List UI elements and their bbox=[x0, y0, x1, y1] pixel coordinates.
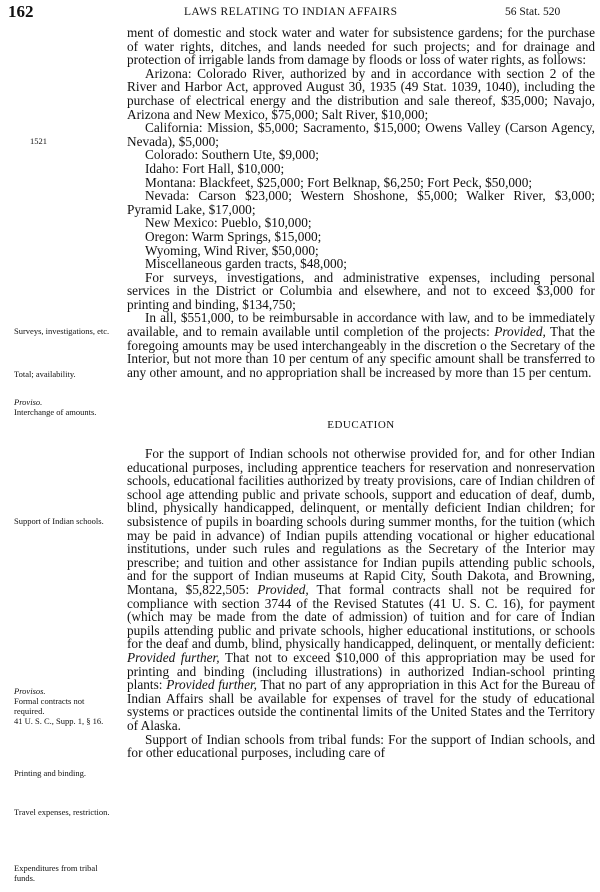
education-heading: EDUCATION bbox=[327, 419, 395, 432]
paragraph-oregon: Oregon: Warm Springs, $15,000; bbox=[145, 228, 322, 244]
education-text-d: That no part of any appropriation in this Act for the Bureau of Indian Affairs shall be available for expenses of travel for the study of educational systems or practices outside the continental limits of the United States and the Territory of Alaska. bbox=[127, 677, 596, 733]
education-text-b: That formal contracts shall not be required for compliance with section 3744 of the Revised Statutes (41 U. S. C. 16), for payment (which may be made from the date of admission) of tuition and for care of Indian pupils attending public and private schools, higher educational institutions, or schools for the deaf and dumb, blind, physically handicapped, delinquent, or mentally deficient: bbox=[127, 581, 595, 652]
paragraph-intro: ment of domestic and stock water and water for subsistence gardens; for the purchase of water rights, ditches, and lands needed for such projects; and for drainage and protection of irrigable lands from damage by floods or loss of water rights, as follows: bbox=[127, 25, 595, 68]
running-title: LAWS RELATING TO INDIAN AFFAIRS bbox=[184, 6, 398, 18]
margin-note-formal-contracts: Formal contracts not required. bbox=[14, 696, 85, 716]
education-text-a: For the support of Indian schools not otherwise provided for, and for other Indian educational purposes, including apprentice teachers for reservation and nonreservation schools, educational facilities authorized by treaty provisions, care of Indian children of school age attending public and private schools, support and education of deaf, dumb, blind, physically handicapped, delinquent, or mentally deficient Indian children; for subsistence of pupils in boarding schools during summer months, for the tuition (which may be paid in advance) of Indian pupils attending vocational or higher educational institutions, under such rules and regulations as the Secretary of the Interior may prescribe; and tuition and other assistance for Indian pupils attending public schools, and for the support of Indian museums at Rapid City, South Dakota, and Browning, Montana, $5,822,505: bbox=[127, 446, 595, 597]
paragraph-education bbox=[127, 447, 595, 732]
body-text bbox=[127, 26, 595, 760]
margin-note-tribal: Expenditures from tribal funds. bbox=[14, 863, 98, 883]
page-number: 162 bbox=[8, 2, 34, 21]
heading-gap bbox=[127, 433, 595, 447]
margin-note-support: Support of Indian schools. bbox=[14, 516, 104, 526]
education-provided: Provided, bbox=[257, 581, 309, 597]
paragraph-wyoming: Wyoming, Wind River, $50,000; bbox=[145, 242, 319, 258]
statute-reference: 56 Stat. 520 bbox=[505, 6, 561, 18]
margin-note-provisos bbox=[14, 686, 110, 726]
margin-notes bbox=[0, 0, 120, 892]
margin-note-interchange: Interchange of amounts. bbox=[14, 407, 97, 417]
education-text-c: That not to exceed $10,000 of this appropriation may be used for printing and binding (including illustrations) in authorized Indian-school printing plants: bbox=[127, 649, 596, 693]
margin-note-provisos-label: Provisos. bbox=[14, 686, 46, 696]
paragraph-miscellaneous: Miscellaneous garden tracts, $48,000; bbox=[145, 256, 347, 272]
paragraph-montana: Montana: Blackfeet, $25,000; Fort Belknap, $6,250; Fort Peck, $50,000; bbox=[145, 174, 533, 190]
in-all-provided: Provided, bbox=[494, 324, 546, 340]
margin-note-usc-citation: 41 U. S. C., Supp. 1, § 16. bbox=[14, 716, 104, 726]
paragraph-arizona: Arizona: Colorado River, authorized by and in accordance with section 2 of the River and Harbor Act, approved August 30, 1935 (49 Stat. 1039, 1040), including the purchase of electrical energy and the distribution and sale thereof, $35,000; Navajo, Arizona and New Mexico, $75,000; Salt River, $10,000; bbox=[127, 65, 595, 122]
margin-note-proviso-label: Proviso. bbox=[14, 397, 43, 407]
margin-note-proviso bbox=[14, 397, 110, 417]
education-provided-further-2: Provided further, bbox=[166, 677, 258, 693]
paragraph-new-mexico: New Mexico: Pueblo, $10,000; bbox=[145, 215, 312, 231]
margin-note-1521: 1521 bbox=[30, 136, 47, 146]
paragraph-nevada: Nevada: Carson $23,000; Western Shoshone, $5,000; Walker River, $3,000; Pyramid Lake, $17,000; bbox=[127, 188, 595, 217]
education-provided-further-1: Provided further, bbox=[127, 649, 220, 665]
in-all-text-b: That the foregoing amounts may be used interchangeably in the discretion o the Secretary of the Interior, but not more than 10 per centum of any specific amount shall be transferred to any other amount, and no appropriation shall be increased by more than 15 per centum. bbox=[127, 324, 595, 380]
paragraph-idaho: Idaho: Fort Hall, $10,000; bbox=[145, 160, 285, 176]
margin-note-travel: Travel expenses, restriction. bbox=[14, 807, 110, 817]
margin-note-surveys: Surveys, investigations, etc. bbox=[14, 326, 110, 336]
margin-note-total: Total; availability. bbox=[14, 369, 76, 379]
section-gap bbox=[127, 379, 595, 419]
in-all-text-a: In all, $551,000, to be reimbursable in accordance with law, and to be immediately available, and to remain available until completion of the projects: bbox=[127, 310, 595, 340]
paragraph-tribal-funds: Support of Indian schools from tribal funds: For the support of Indian schools, and for other educational purposes, including care of bbox=[127, 731, 595, 761]
paragraph-surveys: For surveys, investigations, and administrative expenses, including personal services in the District or Columbia and elsewhere, and not to exceed $3,000 for printing and binding, $134,750; bbox=[127, 269, 595, 312]
margin-note-printing: Printing and binding. bbox=[14, 768, 87, 778]
paragraph-california: California: Mission, $5,000; Sacramento, $15,000; Owens Valley (Carson Agency, Nevada), $5,000; bbox=[127, 120, 595, 149]
paragraph-in-all bbox=[127, 311, 595, 379]
paragraph-colorado: Colorado: Southern Ute, $9,000; bbox=[145, 147, 319, 163]
